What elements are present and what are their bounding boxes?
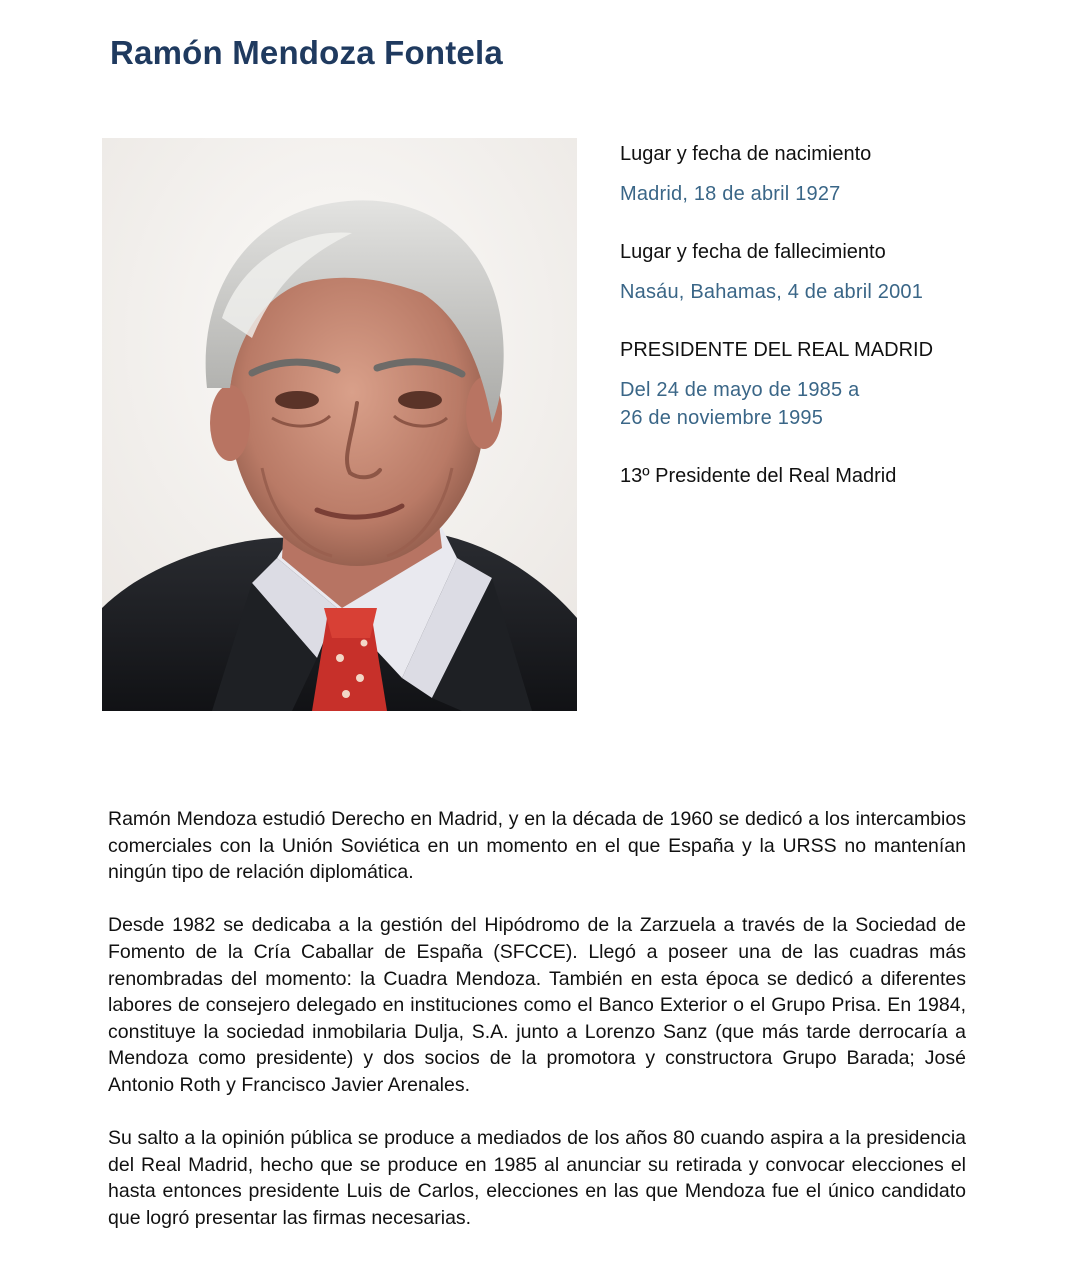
death-label: Lugar y fecha de fallecimiento xyxy=(620,241,886,263)
birth-label: Lugar y fecha de nacimiento xyxy=(620,143,872,165)
death-value: Nasáu, Bahamas, 4 de abril 2001 xyxy=(620,281,924,303)
term-line-2: 26 de noviembre 1995 xyxy=(620,407,824,429)
biography-text xyxy=(108,806,966,1258)
president-ordinal: 13º Presidente del Real Madrid xyxy=(620,465,897,487)
paragraph-2: Desde 1982 se dedicaba a la gestión del Hipódromo de la Zarzuela a través de la Sociedad de Fomento de la Cría Caballar de España (SFCCE). Llegó a poseer una de las cuadras más renombradas del momento: la Cuadra Mendoza. También en esta época se dedicó a diferentes labores de consejero delegado en instituciones como el Banco Exterior o el Grupo Prisa. En 1984, constituye la sociedad inmobilaria Dulja, S.A. junto a Lorenzo Sanz (que más tarde derrocaría a Mendoza como presidente) y dos socios de la promotora y constructora Grupo Barada; José Antonio Roth y Francisco Javier Arenales. xyxy=(108,914,966,1096)
paragraph-3: Su salto a la opinión pública se produce a mediados de los años 80 cuando aspira a la presidencia del Real Madrid, hecho que se produce en 1985 al anunciar su retirada y convocar elecciones el hasta entonces presidente Luis de Carlos, elecciones en las que Mendoza fue el único candidato que logró presentar las firmas necesarias. xyxy=(108,1127,966,1229)
birth-value: Madrid, 18 de abril 1927 xyxy=(620,183,841,205)
portrait-photo xyxy=(102,138,577,711)
biography-info-panel xyxy=(620,140,1040,490)
page-title: Ramón Mendoza Fontela xyxy=(110,34,503,71)
paragraph-1: Ramón Mendoza estudió Derecho en Madrid, y en la década de 1960 se dedicó a los intercambios comerciales con la Unión Soviética en un momento en el que España y la URSS no mantenían ningún tipo de relación diplomática. xyxy=(108,808,966,884)
portrait-illustration xyxy=(102,138,577,711)
role-label: PRESIDENTE DEL REAL MADRID xyxy=(620,339,934,361)
term-value xyxy=(620,376,1040,432)
term-line-1: Del 24 de mayo de 1985 a xyxy=(620,379,860,401)
